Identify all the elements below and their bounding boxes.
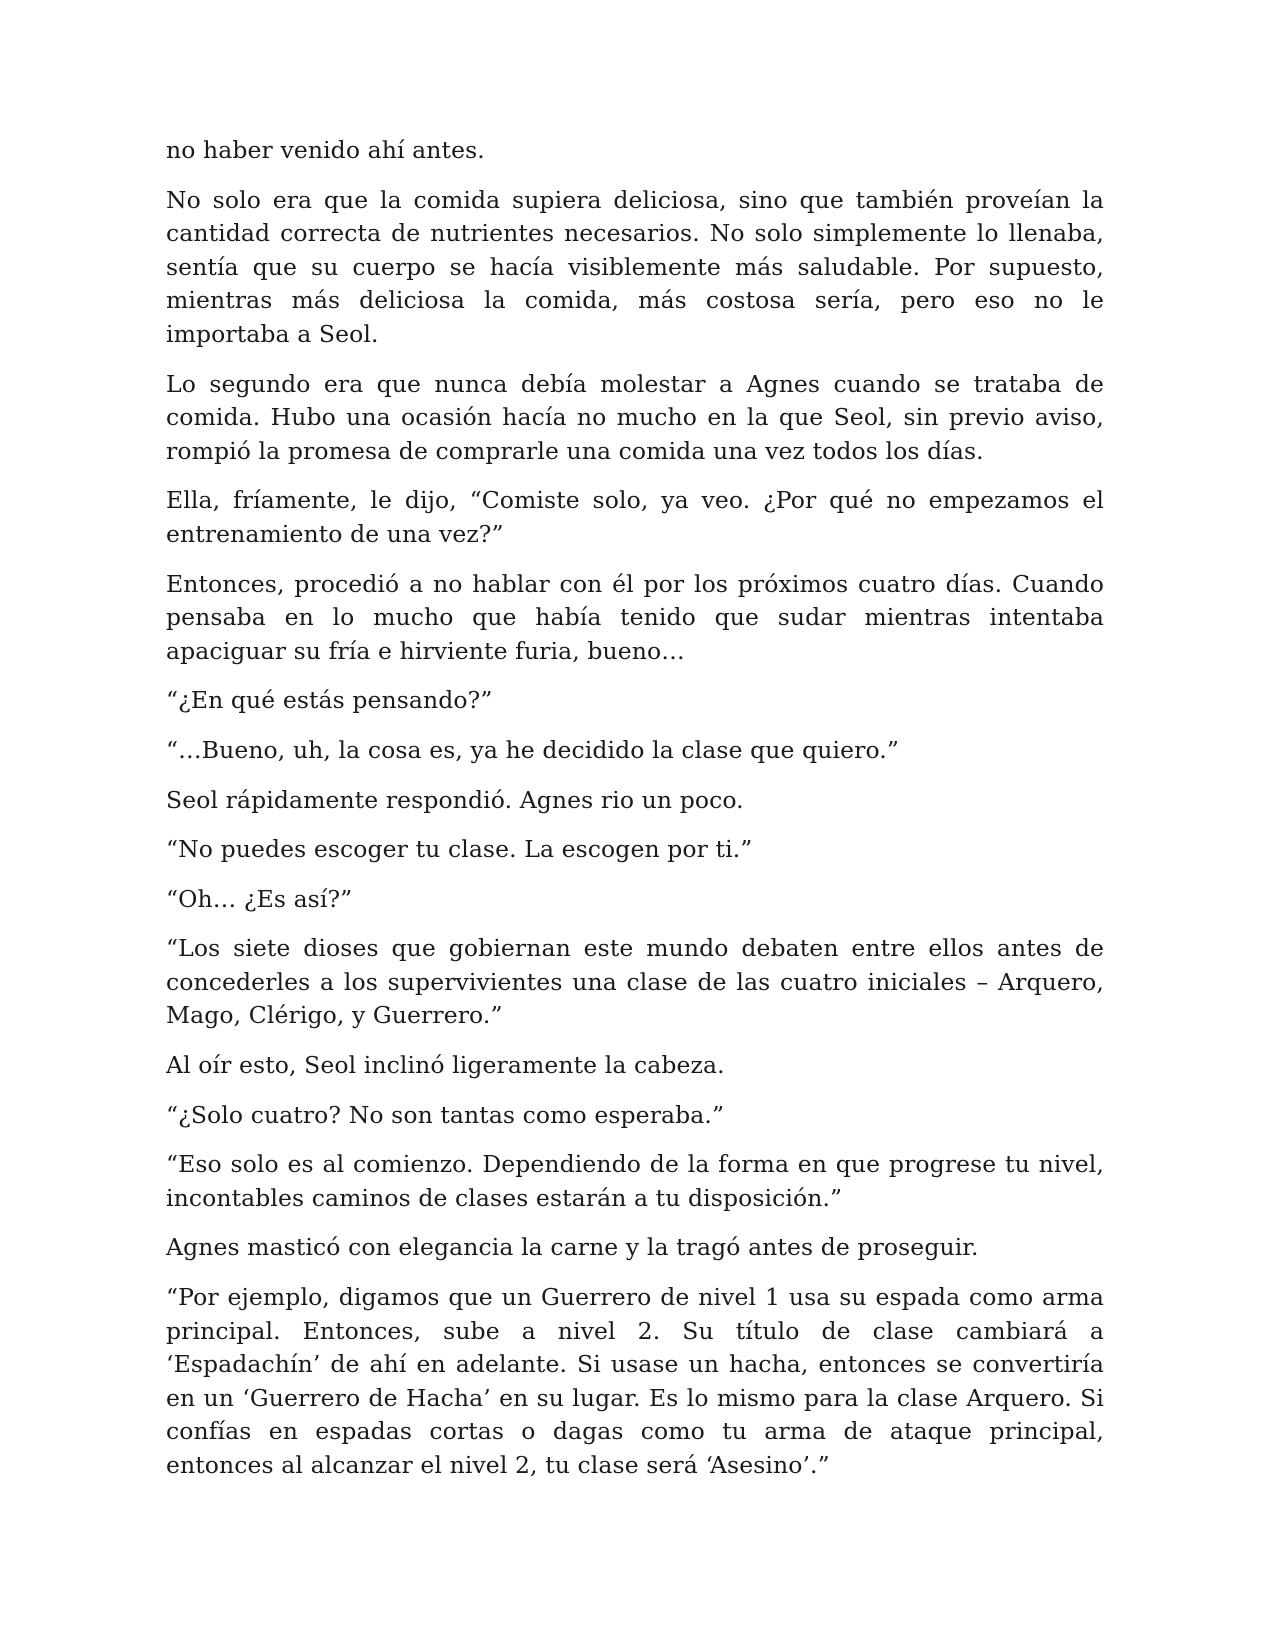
paragraph: “No puedes escoger tu clase. La escogen por ti.”: [166, 835, 753, 864]
paragraph: “…Bueno, uh, la cosa es, ya he decidido la clase que quiero.”: [166, 735, 899, 764]
paragraph: “Eso solo es al comienzo. Dependiendo de la forma en que progrese tu nivel, incontables caminos de clases estarán a tu disposición.”: [166, 1150, 1104, 1212]
paragraph: “Por ejemplo, digamos que un Guerrero de nivel 1 usa su espada como arma principal. Entonces, sube a nivel 2. Su título de clase cambiará a ‘Espadachín’ de ahí en adelante. Si usase un hacha, entonces se convertiría en un ‘Guerrero de Hacha’ en su lugar. Es lo mismo para la clase Arquero. Si confías en espadas cortas o dagas como tu arma de ataque principal, entonces al alcanzar el nivel 2, tu clase será ‘Asesino’.”: [166, 1283, 1104, 1479]
paragraph: “¿En qué estás pensando?”: [166, 686, 493, 715]
document-page: [166, 134, 1104, 1499]
paragraph: no haber venido ahí antes.: [166, 136, 485, 164]
paragraph: Lo segundo era que nunca debía molestar a Agnes cuando se trataba de comida. Hubo una ocasión hacía no mucho en la que Seol, sin previo aviso, rompió la promesa de comprarle una comida una vez todos los días.: [166, 369, 1104, 465]
paragraph: Ella, fríamente, le dijo, “Comiste solo, ya veo. ¿Por qué no empezamos el entrenamiento de una vez?”: [166, 486, 1104, 548]
paragraph: Agnes masticó con elegancia la carne y la tragó antes de proseguir.: [166, 1233, 979, 1262]
paragraph: Seol rápidamente respondió. Agnes rio un poco.: [166, 785, 744, 814]
paragraph: “Los siete dioses que gobiernan este mundo debaten entre ellos antes de concederles a los supervivientes una clase de las cuatro iniciales – Arquero, Mago, Clérigo, y Guerrero.”: [166, 934, 1104, 1030]
paragraph: Al oír esto, Seol inclinó ligeramente la cabeza.: [166, 1051, 725, 1080]
paragraph: “Oh… ¿Es así?”: [166, 884, 353, 913]
paragraph: No solo era que la comida supiera deliciosa, sino que también proveían la cantidad correcta de nutrientes necesarios. No solo simplemente lo llenaba, sentía que su cuerpo se hacía visiblemente más saludable. Por supuesto, mientras más deliciosa la comida, más costosa sería, pero eso no le importaba a Seol.: [166, 185, 1104, 348]
paragraph: “¿Solo cuatro? No son tantas como esperaba.”: [166, 1100, 725, 1129]
paragraph: Entonces, procedió a no hablar con él por los próximos cuatro días. Cuando pensaba en lo mucho que había tenido que sudar mientras intentaba apaciguar su fría e hirviente furia, bueno…: [166, 569, 1104, 665]
